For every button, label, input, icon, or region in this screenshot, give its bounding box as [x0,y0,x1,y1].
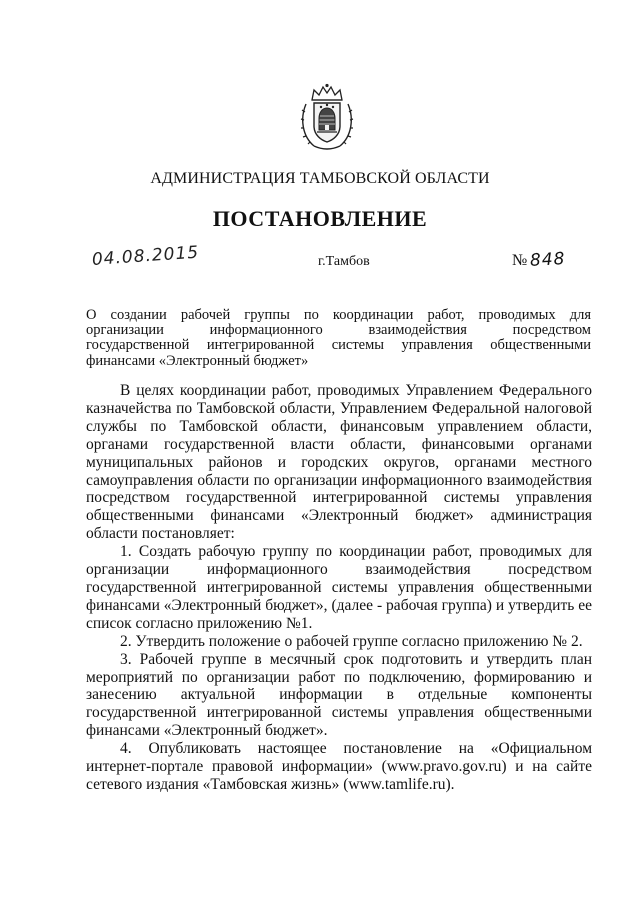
item-paragraph: 1. Создать рабочую группу по координации работ, проводимых для организации информационного взаимодействия посредством государственной интегрированной системы управления общественными финансами «Электронный бюджет», (далее - рабочая группа) и утвердить ее список согласно приложению №1. [86,543,592,632]
document-subject [86,308,591,369]
handwritten-number: 848 [529,249,567,271]
document-body [86,382,592,794]
organization-title: АДМИНИСТРАЦИЯ ТАМБОВСКОЙ ОБЛАСТИ [150,170,490,187]
city-label: г.Тамбов [318,254,370,269]
subject-line: государственной интегрированной системы управления общественными [86,337,591,354]
item-paragraph: 2. Утвердить положение о рабочей группе согласно приложению № 2. [120,632,583,650]
subject-line: финансами «Электронный бюджет» [86,352,309,369]
item-paragraph: 3. Рабочей группе в месячный срок подготовить и утвердить план мероприятий по организации работ по подключению, формированию и занесению актуальной информации в отдельные компоненты государственной интегрированной системы управления общественными финансами «Электронный бюджет». [86,650,592,740]
subject-line: О создании рабочей группы по координации работ, проводимых для [86,307,591,323]
document-number [512,250,566,270]
document-type-title: ПОСТАНОВЛЕНИЕ [212,206,428,231]
preamble-paragraph: В целях координации работ, проводимых Управлением Федерального казначейства по Тамбовской области, Управлением Федеральной налоговой службы по Тамбовской области, финансовым управлением области, органами государственной власти области, финансовыми органами муниципальных районов и городских округов, органами местного самоуправления области по организации информационного взаимодействия посредством государственной интегрированной системы управления общественными финансами «Электронный бюджет» администрация области постановляет: [86,382,592,543]
subject-line: организации информационного взаимодействия посредством [86,322,591,339]
coat-of-arms-icon [296,82,358,154]
number-sign: № [512,252,528,269]
handwritten-date: 04.08.2015 [91,242,200,270]
item-paragraph: 4. Опубликовать настоящее постановление на «Официальном интернет-портале правовой информации» (www.pravo.gov.ru) и на сайте сетевого издания «Тамбовская жизнь» (www.tamlife.ru). [86,740,592,793]
